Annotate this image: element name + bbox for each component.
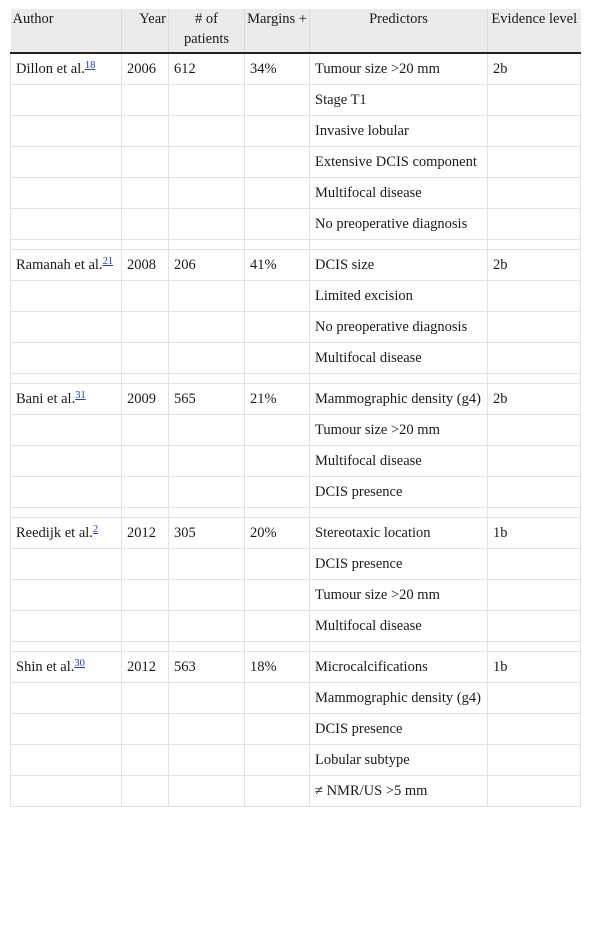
empty-cell <box>122 85 169 116</box>
empty-cell <box>488 312 581 343</box>
year-cell: 2006 <box>122 53 169 85</box>
predictor-cell: Microcalcifications <box>310 652 488 683</box>
empty-cell <box>245 116 310 147</box>
empty-cell <box>488 477 581 508</box>
separator-cell <box>11 240 122 250</box>
empty-cell <box>169 415 245 446</box>
patients-cell: 206 <box>169 250 245 281</box>
empty-cell <box>245 281 310 312</box>
empty-cell <box>488 281 581 312</box>
empty-cell <box>488 776 581 807</box>
predictors-table <box>10 9 581 807</box>
reference-sup <box>74 658 85 669</box>
header-row <box>11 9 581 53</box>
separator-cell <box>11 642 122 652</box>
year-cell: 2012 <box>122 652 169 683</box>
empty-cell <box>122 116 169 147</box>
reference-link[interactable]: 18 <box>84 60 96 71</box>
reference-link[interactable]: 30 <box>74 658 85 669</box>
empty-cell <box>245 178 310 209</box>
empty-cell <box>245 477 310 508</box>
empty-cell <box>169 209 245 240</box>
empty-cell <box>122 281 169 312</box>
predictor-cell: Tumour size >20 mm <box>310 415 488 446</box>
table-row <box>11 652 581 683</box>
predictor-cell: Stage T1 <box>310 85 488 116</box>
author-name: Shin et al. <box>16 659 75 675</box>
empty-cell <box>488 85 581 116</box>
separator-cell <box>122 240 169 250</box>
separator-cell <box>122 374 169 384</box>
empty-cell <box>11 116 122 147</box>
table-row <box>11 446 581 477</box>
separator-cell <box>310 240 488 250</box>
empty-cell <box>122 745 169 776</box>
empty-cell <box>169 178 245 209</box>
table-row <box>11 683 581 714</box>
predictor-cell: ≠ NMR/US >5 mm <box>310 776 488 807</box>
table-row <box>11 384 581 415</box>
empty-cell <box>11 343 122 374</box>
table-row <box>11 776 581 807</box>
author-cell <box>11 53 122 85</box>
separator-cell <box>310 642 488 652</box>
table-row <box>11 415 581 446</box>
empty-cell <box>488 446 581 477</box>
table-row <box>11 250 581 281</box>
author-cell <box>11 518 122 549</box>
table-row <box>11 580 581 611</box>
author-cell <box>11 384 122 415</box>
empty-cell <box>11 281 122 312</box>
patients-cell: 305 <box>169 518 245 549</box>
empty-cell <box>11 415 122 446</box>
evidence-cell: 2b <box>488 250 581 281</box>
table-row <box>11 611 581 642</box>
group-separator <box>11 642 581 652</box>
table-row <box>11 745 581 776</box>
header-predictors: Predictors <box>310 9 488 53</box>
empty-cell <box>11 446 122 477</box>
predictor-cell: Mammographic density (g4) <box>310 683 488 714</box>
empty-cell <box>169 147 245 178</box>
separator-cell <box>245 240 310 250</box>
empty-cell <box>169 116 245 147</box>
empty-cell <box>245 745 310 776</box>
separator-cell <box>488 374 581 384</box>
predictor-cell: Multifocal disease <box>310 178 488 209</box>
author-name: Dillon et al. <box>16 61 85 77</box>
empty-cell <box>169 714 245 745</box>
separator-cell <box>245 508 310 518</box>
separator-cell <box>169 508 245 518</box>
table-row <box>11 312 581 343</box>
predictor-cell: DCIS presence <box>310 714 488 745</box>
reference-sup <box>85 60 96 71</box>
empty-cell <box>169 477 245 508</box>
margins-cell: 21% <box>245 384 310 415</box>
empty-cell <box>11 549 122 580</box>
header-margins: Margins + <box>245 9 310 53</box>
empty-cell <box>488 147 581 178</box>
separator-cell <box>310 374 488 384</box>
separator-cell <box>488 240 581 250</box>
table-row <box>11 343 581 374</box>
author-cell <box>11 652 122 683</box>
empty-cell <box>488 209 581 240</box>
empty-cell <box>122 549 169 580</box>
empty-cell <box>488 343 581 374</box>
empty-cell <box>169 549 245 580</box>
separator-cell <box>245 642 310 652</box>
empty-cell <box>122 415 169 446</box>
empty-cell <box>169 683 245 714</box>
predictor-cell: Invasive lobular <box>310 116 488 147</box>
group-separator <box>11 240 581 250</box>
reference-sup <box>75 390 86 401</box>
evidence-cell: 1b <box>488 518 581 549</box>
separator-cell <box>245 374 310 384</box>
table-row <box>11 281 581 312</box>
table-row <box>11 714 581 745</box>
header-author: Author <box>11 9 122 53</box>
empty-cell <box>11 611 122 642</box>
empty-cell <box>122 477 169 508</box>
margins-cell: 18% <box>245 652 310 683</box>
empty-cell <box>122 580 169 611</box>
table-row <box>11 85 581 116</box>
empty-cell <box>11 714 122 745</box>
patients-cell: 563 <box>169 652 245 683</box>
empty-cell <box>169 580 245 611</box>
separator-cell <box>122 508 169 518</box>
empty-cell <box>169 281 245 312</box>
empty-cell <box>11 580 122 611</box>
empty-cell <box>488 611 581 642</box>
separator-cell <box>169 374 245 384</box>
author-name: Reedijk et al. <box>16 525 93 541</box>
table-row <box>11 178 581 209</box>
predictor-cell: Extensive DCIS component <box>310 147 488 178</box>
reference-link[interactable]: 21 <box>102 256 114 267</box>
reference-sup <box>93 524 98 535</box>
predictor-cell: DCIS presence <box>310 549 488 580</box>
table-row <box>11 477 581 508</box>
predictor-cell: Multifocal disease <box>310 446 488 477</box>
author-cell <box>11 250 122 281</box>
predictor-cell: No preoperative diagnosis <box>310 209 488 240</box>
empty-cell <box>11 312 122 343</box>
patients-cell: 612 <box>169 53 245 85</box>
empty-cell <box>245 611 310 642</box>
empty-cell <box>245 549 310 580</box>
empty-cell <box>245 446 310 477</box>
margins-cell: 20% <box>245 518 310 549</box>
predictor-cell: Tumour size >20 mm <box>310 53 488 85</box>
empty-cell <box>11 745 122 776</box>
reference-link[interactable]: 31 <box>75 390 86 401</box>
table-row <box>11 116 581 147</box>
evidence-cell: 2b <box>488 53 581 85</box>
empty-cell <box>245 85 310 116</box>
empty-cell <box>245 343 310 374</box>
evidence-cell: 2b <box>488 384 581 415</box>
separator-cell <box>488 642 581 652</box>
reference-link[interactable]: 2 <box>92 524 99 535</box>
table-row <box>11 147 581 178</box>
empty-cell <box>11 477 122 508</box>
empty-cell <box>245 415 310 446</box>
table-row <box>11 518 581 549</box>
author-name: Bani et al. <box>16 391 76 407</box>
predictor-cell: Multifocal disease <box>310 611 488 642</box>
year-cell: 2008 <box>122 250 169 281</box>
empty-cell <box>245 147 310 178</box>
predictor-cell: DCIS presence <box>310 477 488 508</box>
group-separator <box>11 508 581 518</box>
margins-cell: 41% <box>245 250 310 281</box>
empty-cell <box>245 714 310 745</box>
table-body <box>11 53 581 807</box>
empty-cell <box>11 178 122 209</box>
empty-cell <box>122 776 169 807</box>
empty-cell <box>488 178 581 209</box>
predictor-cell: Limited excision <box>310 281 488 312</box>
empty-cell <box>169 312 245 343</box>
empty-cell <box>11 683 122 714</box>
separator-cell <box>488 508 581 518</box>
empty-cell <box>245 683 310 714</box>
predictor-cell: Multifocal disease <box>310 343 488 374</box>
separator-cell <box>11 508 122 518</box>
empty-cell <box>122 147 169 178</box>
author-name: Ramanah et al. <box>16 257 103 273</box>
year-cell: 2009 <box>122 384 169 415</box>
empty-cell <box>122 209 169 240</box>
empty-cell <box>488 415 581 446</box>
empty-cell <box>122 714 169 745</box>
empty-cell <box>169 745 245 776</box>
group-separator <box>11 374 581 384</box>
empty-cell <box>122 683 169 714</box>
empty-cell <box>11 209 122 240</box>
patients-cell: 565 <box>169 384 245 415</box>
predictor-cell: DCIS size <box>310 250 488 281</box>
empty-cell <box>11 85 122 116</box>
empty-cell <box>169 611 245 642</box>
reference-sup <box>103 256 114 267</box>
empty-cell <box>11 147 122 178</box>
header-patients: # of patients <box>169 9 245 53</box>
predictor-cell: Tumour size >20 mm <box>310 580 488 611</box>
empty-cell <box>122 343 169 374</box>
empty-cell <box>488 683 581 714</box>
empty-cell <box>488 116 581 147</box>
evidence-cell: 1b <box>488 652 581 683</box>
empty-cell <box>122 178 169 209</box>
year-cell: 2012 <box>122 518 169 549</box>
empty-cell <box>169 776 245 807</box>
predictor-cell: Lobular subtype <box>310 745 488 776</box>
empty-cell <box>245 209 310 240</box>
predictor-cell: No preoperative diagnosis <box>310 312 488 343</box>
empty-cell <box>488 714 581 745</box>
empty-cell <box>245 312 310 343</box>
empty-cell <box>488 549 581 580</box>
empty-cell <box>169 446 245 477</box>
header-year: Year <box>122 9 169 53</box>
predictor-cell: Mammographic density (g4) <box>310 384 488 415</box>
empty-cell <box>169 343 245 374</box>
separator-cell <box>310 508 488 518</box>
predictor-cell: Stereotaxic location <box>310 518 488 549</box>
empty-cell <box>122 446 169 477</box>
separator-cell <box>169 240 245 250</box>
table-row <box>11 209 581 240</box>
empty-cell <box>122 611 169 642</box>
empty-cell <box>11 776 122 807</box>
empty-cell <box>245 580 310 611</box>
table-row <box>11 549 581 580</box>
separator-cell <box>11 374 122 384</box>
separator-cell <box>122 642 169 652</box>
empty-cell <box>122 312 169 343</box>
table-row <box>11 53 581 85</box>
empty-cell <box>488 580 581 611</box>
empty-cell <box>488 745 581 776</box>
margins-cell: 34% <box>245 53 310 85</box>
empty-cell <box>169 85 245 116</box>
separator-cell <box>169 642 245 652</box>
empty-cell <box>245 776 310 807</box>
header-evidence: Evidence level <box>488 9 581 53</box>
